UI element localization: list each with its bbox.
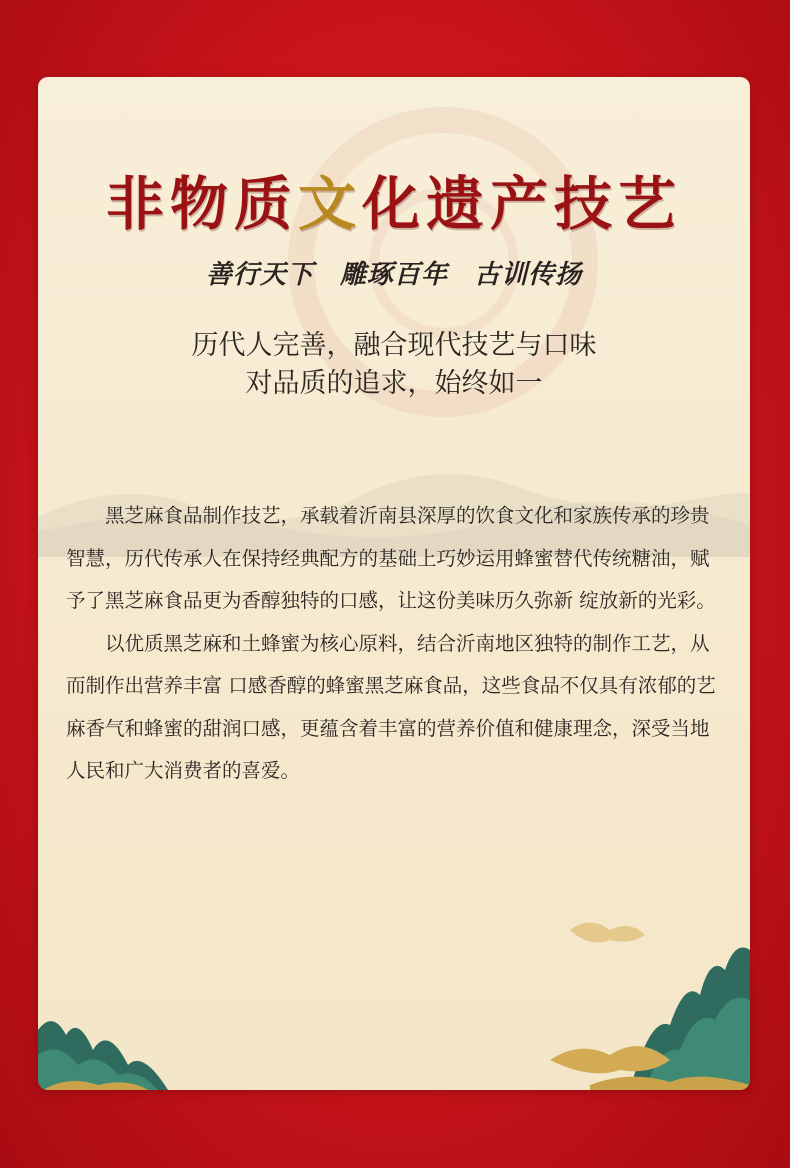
title-accent: 文	[297, 170, 362, 238]
mountain-landscape-icon	[38, 990, 168, 1090]
tagline-line-1: 历代人完善，融合现代技艺与口味	[191, 330, 597, 361]
title-part1: 非物质	[105, 170, 298, 238]
subtitle	[38, 258, 750, 292]
cloud-mountain-icon	[550, 910, 750, 1090]
tagline-line-2: 对品质的追求，始终如一	[245, 368, 543, 399]
subtitle-phrase-3: 古训传扬	[474, 260, 583, 290]
subtitle-phrase-2: 雕琢百年	[339, 260, 448, 290]
body-paragraph-1: 黑芝麻食品制作技艺，承载着沂南县深厚的饮食文化和家族传承的珍贵智慧，历代传承人在保持经典配方的基础上巧妙运用蜂蜜替代传统糖油，赋予了黑芝麻食品更为香醇独特的口感，让这份美味历久弥新 绽放新的光彩。	[66, 504, 716, 612]
body-paragraph-2: 以优质黑芝麻和土蜂蜜为核心原料，结合沂南地区独特的制作工艺，从而制作出营养丰富 口感香醇的蜂蜜黑芝麻食品，这些食品不仅具有浓郁的艺麻香气和蜂蜜的甜润口感，更蕴含着丰富的营养价值和健康理念，深受当地人民和广大消费者的喜爱。	[66, 631, 716, 782]
subtitle-phrase-1: 善行天下	[205, 260, 314, 290]
page-title	[38, 169, 750, 239]
body-text	[66, 495, 726, 793]
tagline	[38, 327, 750, 403]
content-card	[38, 77, 750, 1090]
title-part2: 化遗产技艺	[362, 170, 683, 238]
